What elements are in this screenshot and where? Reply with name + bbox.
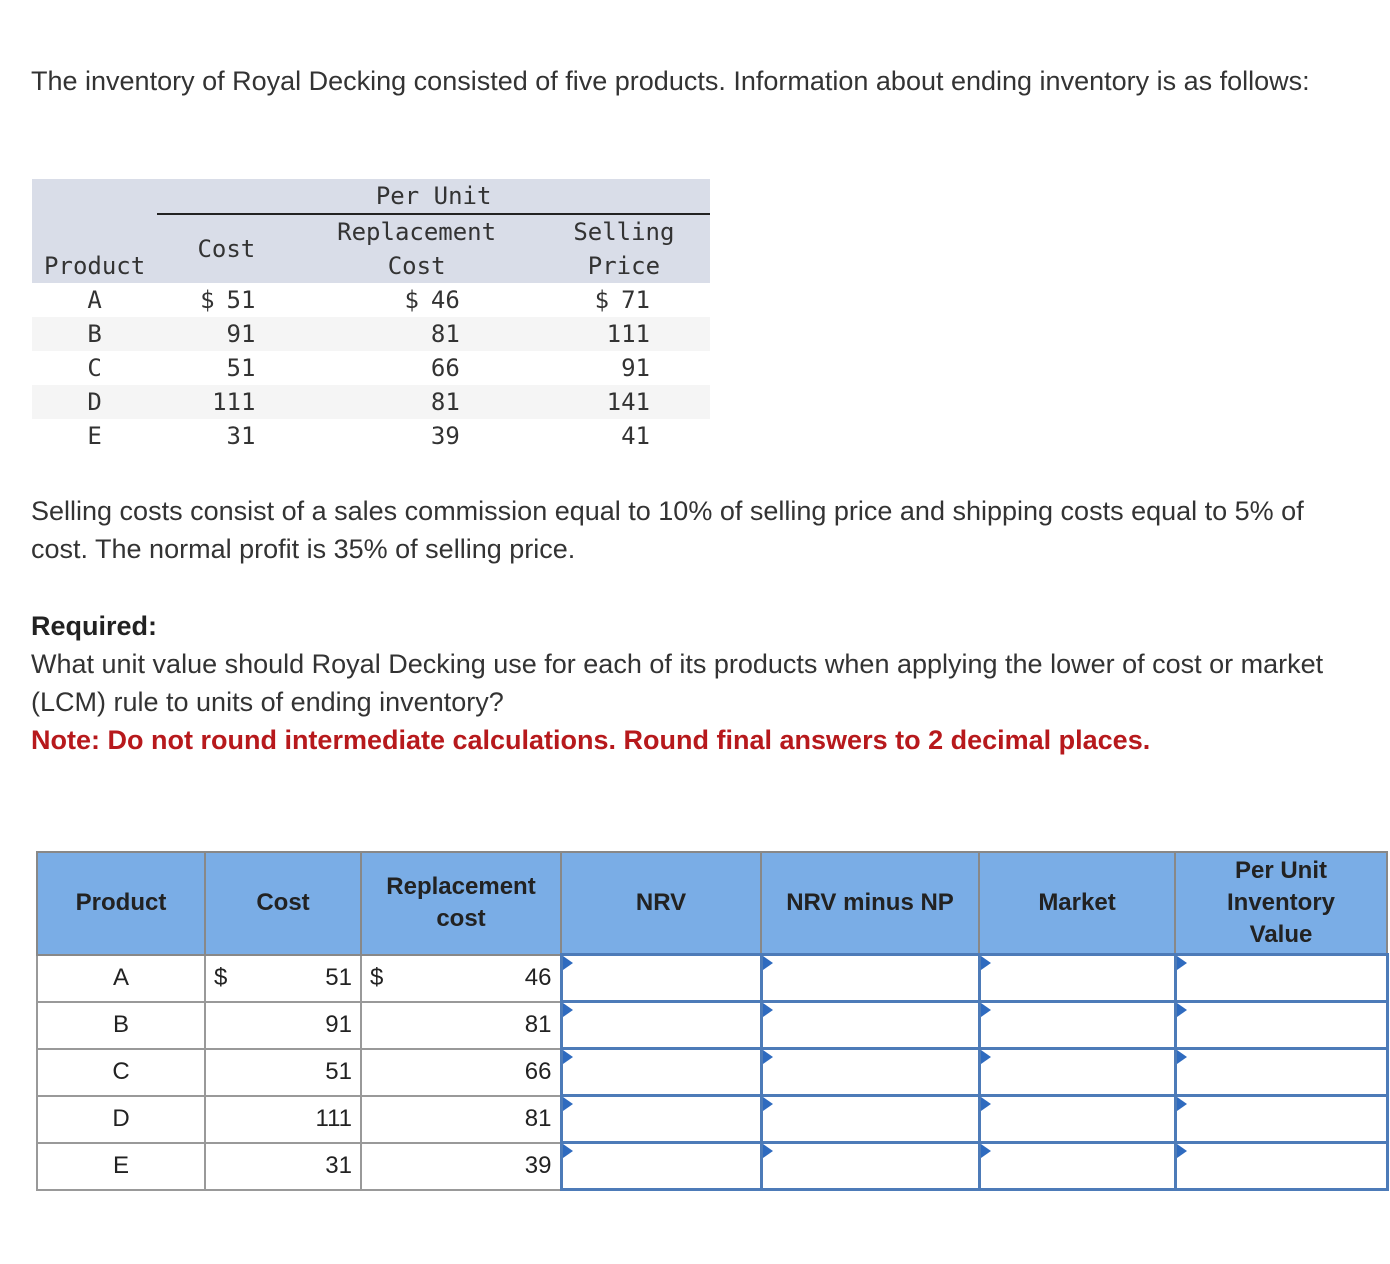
nrv-minus-np-input[interactable] [761,1002,979,1049]
per-unit-header: Per Unit [157,179,710,214]
per-unit-value-input[interactable] [1175,1096,1387,1143]
nrv-input[interactable] [561,1002,761,1049]
selling-header-line2: Price [587,252,661,280]
input-flag-icon [563,1097,573,1111]
input-flag-icon [563,1050,573,1064]
answer-row: E 31 39 [37,1143,1387,1190]
nrv-minus-np-input[interactable] [761,955,979,1002]
answer-row: B 91 81 [37,1002,1387,1049]
input-flag-icon [563,1144,573,1158]
nrv-input[interactable] [561,1049,761,1096]
input-flag-icon [981,956,991,970]
market-input[interactable] [979,955,1175,1002]
per-unit-value-input[interactable] [1175,1143,1387,1190]
required-question: What unit value should Royal Decking use for each of its products when applying the lower of cost or market (LCM) rule to units of ending inventory? [31,649,1324,717]
inventory-info-table [32,179,710,453]
input-flag-icon [1177,1097,1187,1111]
replacement-header-line1: Replacement [337,218,497,246]
input-flag-icon [981,1050,991,1064]
required-block [31,607,1331,759]
nrv-input[interactable] [561,955,761,1002]
answer-row: D 111 81 [37,1096,1387,1143]
market-input[interactable] [979,1049,1175,1096]
replacement-cost-column-header: Replacement cost [361,852,561,955]
input-flag-icon [1177,1050,1187,1064]
input-flag-icon [981,1144,991,1158]
input-flag-icon [563,1003,573,1017]
nrv-minus-np-column-header: NRV minus NP [761,852,979,955]
market-input[interactable] [979,1002,1175,1049]
nrv-input[interactable] [561,1096,761,1143]
per-unit-value-input[interactable] [1175,955,1387,1002]
input-flag-icon [1177,1144,1187,1158]
info-row: D 111 81 141 [32,385,710,419]
replacement-header-line2: Cost [387,252,446,280]
input-flag-icon [1177,1003,1187,1017]
input-flag-icon [763,1144,773,1158]
input-flag-icon [763,1003,773,1017]
nrv-minus-np-input[interactable] [761,1096,979,1143]
cost-header: Cost [197,235,256,263]
per-unit-value-input[interactable] [1175,1049,1387,1096]
nrv-input[interactable] [561,1143,761,1190]
per-unit-inventory-value-column-header: Per Unit Inventory Value [1175,852,1387,955]
market-input[interactable] [979,1096,1175,1143]
product-header: Product [44,252,146,280]
nrv-minus-np-input[interactable] [761,1143,979,1190]
info-row: C 51 66 91 [87,354,650,382]
market-column-header: Market [979,852,1175,955]
selling-header-line1: Selling [573,218,675,246]
cost-column-header: Cost [205,852,361,955]
required-heading: Required: [31,611,158,641]
input-flag-icon [981,1097,991,1111]
info-row: A $ 51 $ 46 $ 71 [87,286,650,314]
input-flag-icon [1177,956,1187,970]
intro-text: The inventory of Royal Decking consisted of five products. Information about ending inventory is as follows: [31,66,1310,96]
input-flag-icon [563,956,573,970]
nrv-column-header: NRV [561,852,761,955]
info-row: E 31 39 41 [87,422,650,450]
info-row: B 91 81 111 [32,317,710,351]
input-flag-icon [763,1097,773,1111]
answer-table-container [36,851,1336,1191]
product-column-header: Product [37,852,205,955]
rounding-note: Note: Do not round intermediate calculations. Round final answers to 2 decimal places. [31,725,1151,755]
nrv-minus-np-input[interactable] [761,1049,979,1096]
per-unit-value-input[interactable] [1175,1002,1387,1049]
selling-costs-text: Selling costs consist of a sales commission equal to 10% of selling price and shipping costs equal to 5% of cost. The normal profit is 35% of selling price. [31,496,1304,564]
input-flag-icon [981,1003,991,1017]
answer-row: A $ 51 $ 46 [37,955,1387,1002]
input-flag-icon [763,1050,773,1064]
answer-row: C 51 66 [37,1049,1387,1096]
input-flag-icon [763,956,773,970]
market-input[interactable] [979,1143,1175,1190]
answer-table [36,851,1389,1191]
